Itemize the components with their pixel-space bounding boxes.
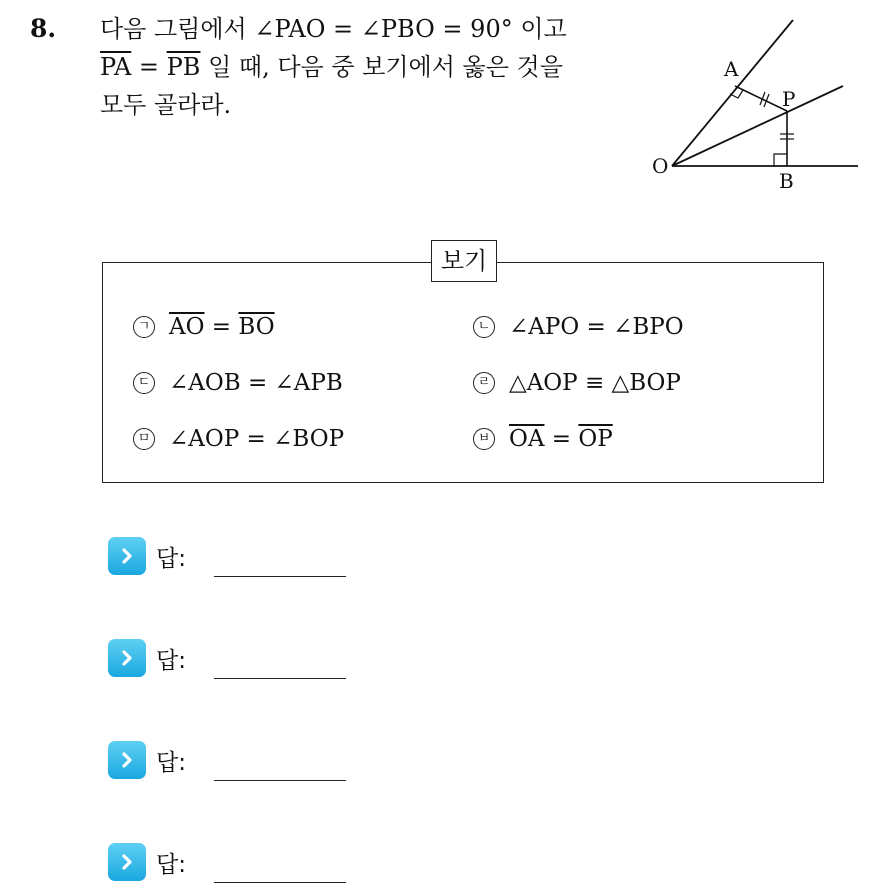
option-3-text: ∠AOB = ∠APB	[169, 370, 343, 396]
option-1-equals: =	[204, 314, 239, 340]
equals-sign: =	[131, 53, 167, 81]
question-line-3: 모두 골라라.	[100, 91, 232, 119]
option-6-segment-a: $\overline{OA}$	[509, 426, 545, 452]
chevron-right-icon	[108, 741, 146, 779]
option-2-text: ∠APO = ∠BPO	[509, 314, 684, 340]
question-line-2-rest: 일 때, 다음 중 보기에서 옳은 것을	[200, 53, 563, 81]
option-1[interactable]	[133, 314, 275, 340]
answer-input-2[interactable]	[214, 678, 346, 679]
option-6-segment-b: $\overline{OP}$	[578, 426, 613, 452]
segment-pa: $\overline{PA}$	[100, 53, 132, 81]
segment-pa-line	[735, 86, 787, 111]
option-3-mark: ㄷ	[133, 372, 155, 394]
label-b: B	[779, 169, 794, 193]
option-4-mark: ㄹ	[473, 372, 495, 394]
answer-label: 답:	[156, 750, 186, 776]
question-number: 8.	[30, 14, 57, 43]
option-2-mark: ㄴ	[473, 316, 495, 338]
question-line-1: 다음 그림에서 ∠PAO = ∠PBO = 90° 이고	[100, 15, 567, 43]
answer-row-3	[108, 741, 186, 779]
answer-label: 답:	[156, 852, 186, 878]
option-4-text: △AOP ≡ △BOP	[509, 370, 681, 396]
chevron-right-icon	[108, 639, 146, 677]
answer-input-1[interactable]	[214, 576, 346, 577]
question-line-2	[100, 48, 620, 86]
option-1-segment-b: $\overline{BO}$	[238, 314, 275, 340]
answer-row-1	[108, 537, 186, 575]
option-6-mark: ㅂ	[473, 428, 495, 450]
option-1-mark: ㄱ	[133, 316, 155, 338]
right-angle-mark-b	[774, 154, 787, 166]
answer-label: 답:	[156, 648, 186, 674]
ray-oa	[672, 20, 796, 166]
geometry-figure	[640, 18, 870, 193]
option-5-mark: ㅁ	[133, 428, 155, 450]
label-p: P	[782, 87, 796, 111]
answer-label: 답:	[156, 546, 186, 572]
option-2[interactable]	[473, 314, 684, 340]
option-5[interactable]	[133, 426, 344, 452]
answer-input-3[interactable]	[214, 780, 346, 781]
options-box-title: 보기	[431, 240, 497, 282]
answer-row-4	[108, 843, 186, 881]
label-a: A	[724, 57, 739, 81]
question-text	[100, 10, 620, 124]
option-4[interactable]	[473, 370, 681, 396]
option-6[interactable]	[473, 426, 613, 452]
segment-pb: $\overline{PB}$	[166, 53, 201, 81]
chevron-right-icon	[108, 537, 146, 575]
option-6-equals: =	[544, 426, 579, 452]
label-o: O	[652, 154, 669, 178]
answer-row-2	[108, 639, 186, 677]
option-5-text: ∠AOP = ∠BOP	[169, 426, 345, 452]
answer-input-4[interactable]	[214, 882, 346, 883]
option-3[interactable]	[133, 370, 343, 396]
option-1-segment-a: $\overline{AO}$	[169, 314, 205, 340]
ray-op	[672, 86, 843, 166]
chevron-right-icon	[108, 843, 146, 881]
